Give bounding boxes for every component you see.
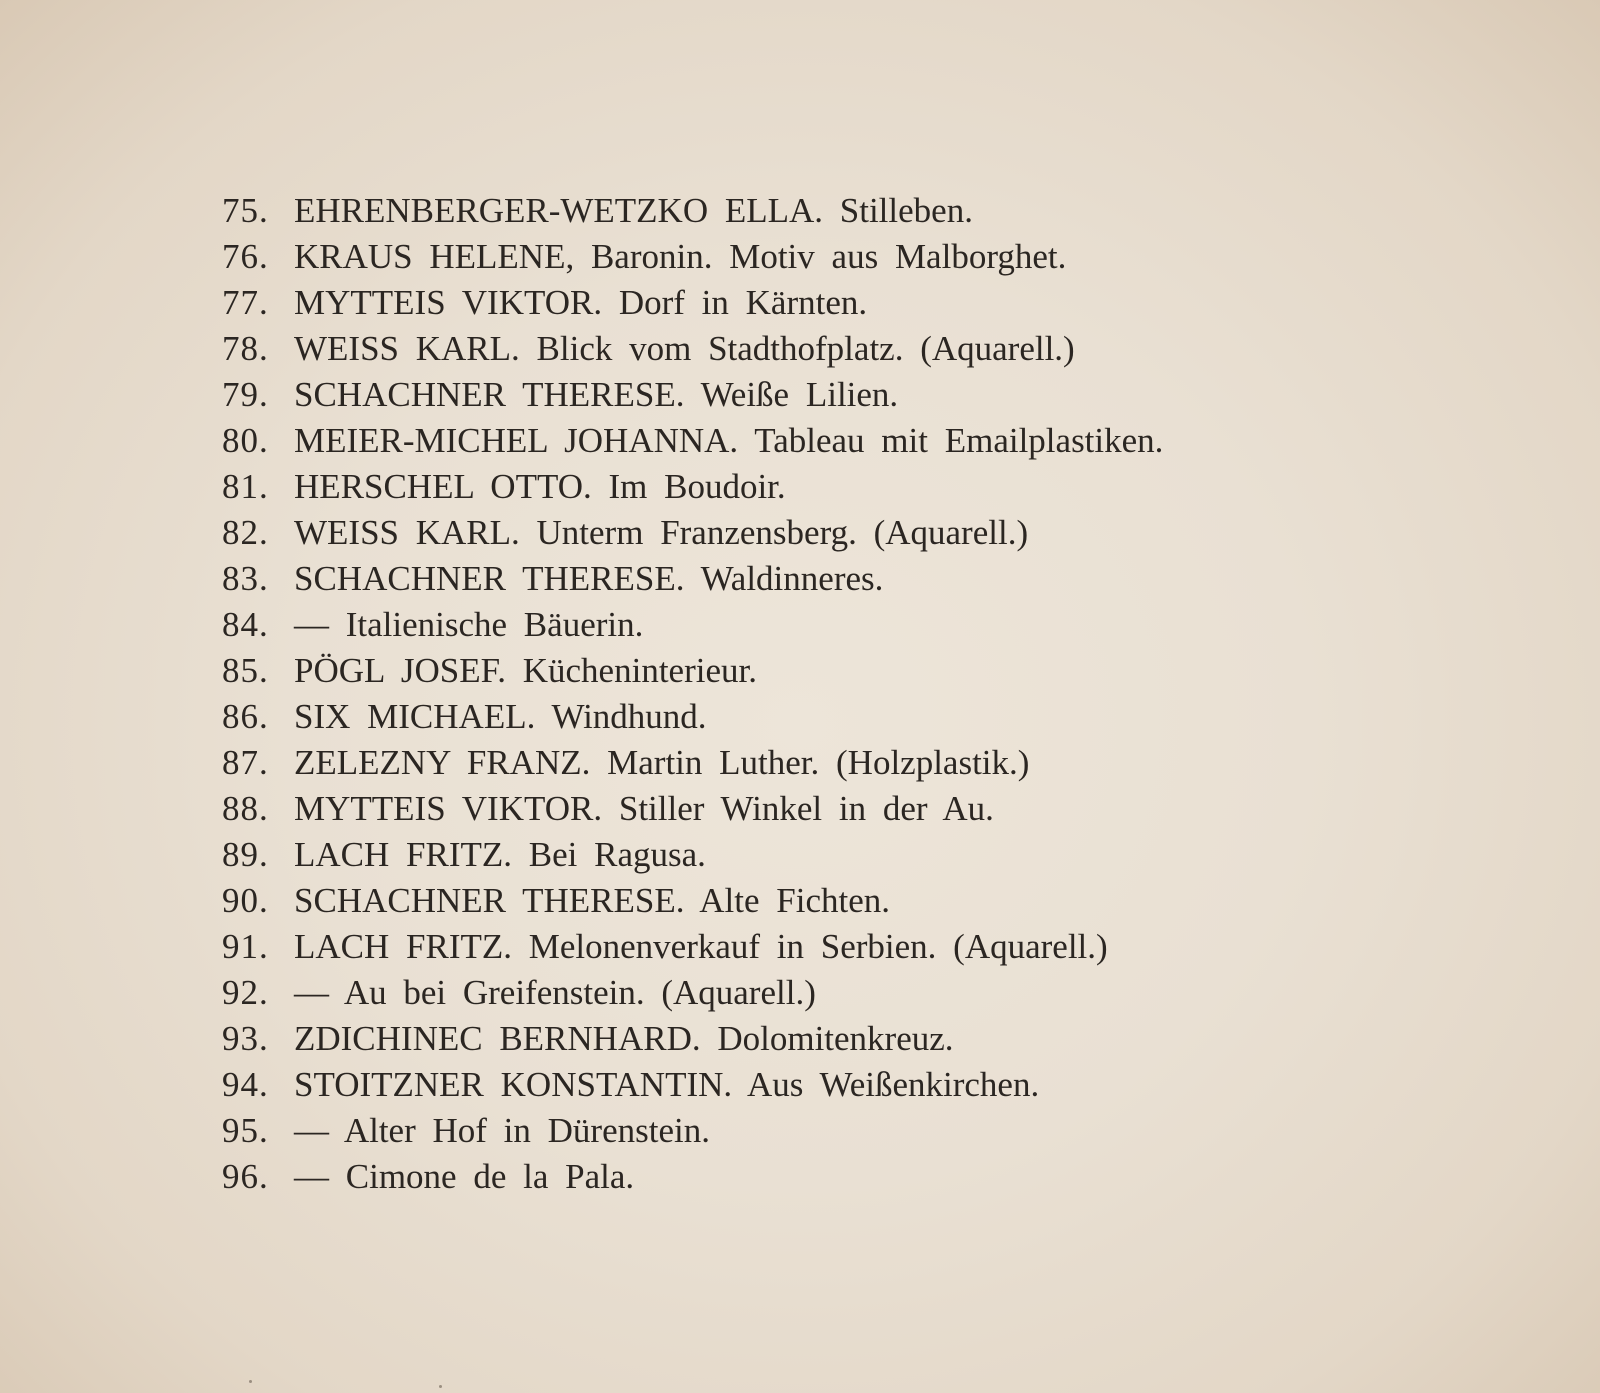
catalog-entry: [0, 602, 1400, 648]
entry-text: ZDICHINEC BERNHARD. Dolomitenkreuz.: [294, 1019, 954, 1058]
entry-number: 94.: [222, 1065, 269, 1104]
entry-number: 84.: [222, 605, 269, 644]
catalog-entry: [0, 648, 1400, 694]
entry-number: 92.: [222, 973, 269, 1012]
entry-text: — Cimone de la Pala.: [294, 1157, 635, 1196]
entry-number: 77.: [222, 283, 269, 322]
catalog-entry: [0, 556, 1400, 602]
entry-number: 85.: [222, 651, 269, 690]
catalog-entry: [0, 418, 1400, 464]
catalog-entry: [0, 694, 1400, 740]
entry-number: 82.: [222, 513, 269, 552]
catalog-entry: [0, 188, 1400, 234]
entry-text: LACH FRITZ. Bei Ragusa.: [294, 835, 706, 874]
entry-text: PÖGL JOSEF. Kücheninterieur.: [294, 651, 757, 690]
catalog-entry: [0, 326, 1400, 372]
catalog-entry: [0, 464, 1400, 510]
entry-text: LACH FRITZ. Melonenverkauf in Serbien. (Aquarell.): [294, 927, 1108, 966]
catalog-entry: [0, 832, 1400, 878]
catalog-entry: [0, 786, 1400, 832]
catalog-entry: [0, 1062, 1400, 1108]
catalog-entry: [0, 970, 1400, 1016]
entry-text: — Italienische Bäuerin.: [294, 605, 644, 644]
catalog-entry: [0, 924, 1400, 970]
entry-text: STOITZNER KONSTANTIN. Aus Weißenkirchen.: [294, 1065, 1040, 1104]
entry-number: 88.: [222, 789, 269, 828]
catalog-entry: [0, 234, 1400, 280]
catalog-entry: [0, 280, 1400, 326]
entry-text: MYTTEIS VIKTOR. Dorf in Kärnten.: [294, 283, 868, 322]
catalog-entry: [0, 1154, 1400, 1200]
entry-number: 75.: [222, 191, 269, 230]
entry-number: 87.: [222, 743, 269, 782]
entry-number: 86.: [222, 697, 269, 736]
catalog-entry: [0, 510, 1400, 556]
entry-text: SIX MICHAEL. Windhund.: [294, 697, 707, 736]
catalog-entry: [0, 372, 1400, 418]
entry-number: 91.: [222, 927, 269, 966]
entry-number: 79.: [222, 375, 269, 414]
entry-number: 95.: [222, 1111, 269, 1150]
entry-text: — Au bei Greifenstein. (Aquarell.): [294, 973, 816, 1012]
entry-number: 89.: [222, 835, 269, 874]
entry-text: SCHACHNER THERESE. Weiße Lilien.: [294, 375, 899, 414]
entry-number: 90.: [222, 881, 269, 920]
entry-text: MEIER-MICHEL JOHANNA. Tableau mit Emailplastiken.: [294, 421, 1164, 460]
entry-number: 96.: [222, 1157, 269, 1196]
catalog-entry: [0, 1108, 1400, 1154]
entry-number: 93.: [222, 1019, 269, 1058]
entry-text: MYTTEIS VIKTOR. Stiller Winkel in der Au.: [294, 789, 994, 828]
catalog-entry: [0, 740, 1400, 786]
entry-number: 83.: [222, 559, 269, 598]
entry-text: ZELEZNY FRANZ. Martin Luther. (Holzplastik.): [294, 743, 1030, 782]
entry-text: — Alter Hof in Dürenstein.: [294, 1111, 710, 1150]
entry-text: WEISS KARL. Unterm Franzensberg. (Aquarell.): [294, 513, 1029, 552]
entry-text: KRAUS HELENE, Baronin. Motiv aus Malborghet.: [294, 237, 1067, 276]
catalog-entry: [0, 878, 1400, 924]
paper-speck: [249, 1380, 252, 1383]
entry-text: WEISS KARL. Blick vom Stadthofplatz. (Aquarell.): [294, 329, 1075, 368]
entry-text: EHRENBERGER-WETZKO ELLA. Stilleben.: [294, 191, 973, 230]
entry-number: 78.: [222, 329, 269, 368]
catalog-entry: [0, 1016, 1400, 1062]
paper-speck: [439, 1385, 442, 1388]
entry-number: 80.: [222, 421, 269, 460]
entry-text: HERSCHEL OTTO. Im Boudoir.: [294, 467, 786, 506]
entry-number: 81.: [222, 467, 269, 506]
entry-text: SCHACHNER THERESE. Waldinneres.: [294, 559, 884, 598]
entry-text: SCHACHNER THERESE. Alte Fichten.: [294, 881, 891, 920]
entry-number: 76.: [222, 237, 269, 276]
